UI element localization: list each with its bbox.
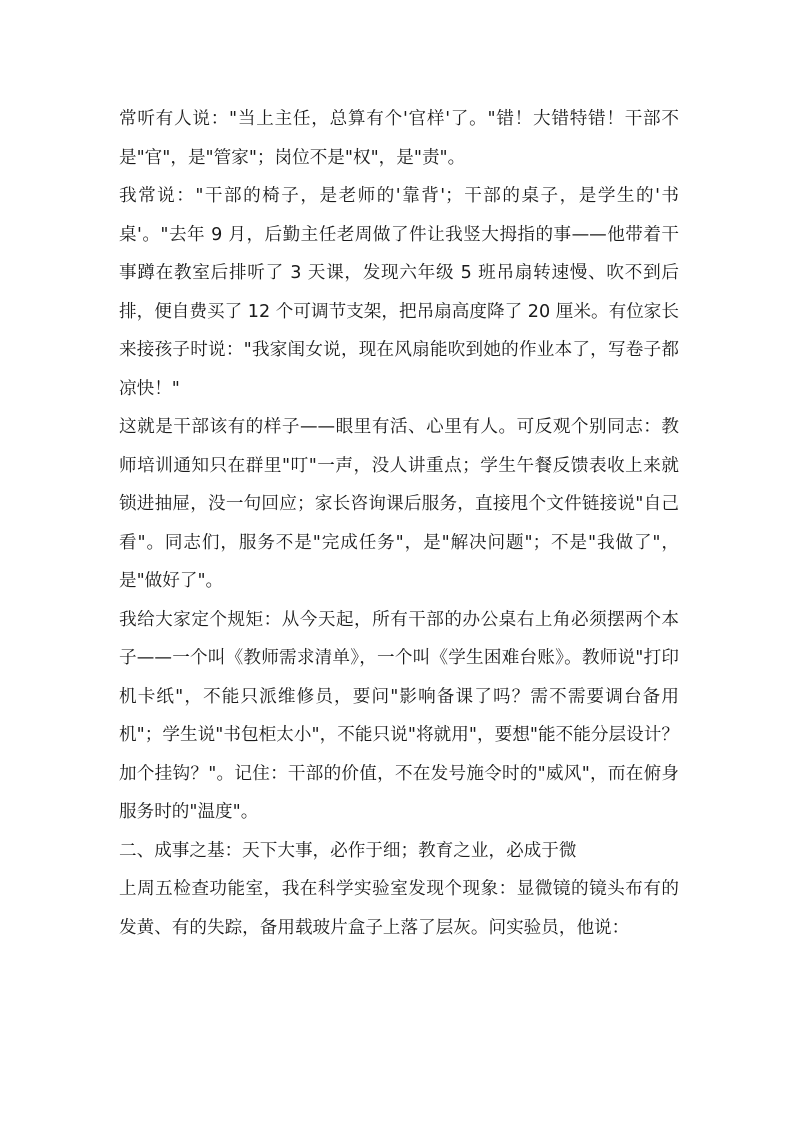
paragraph-2: 我常说："干部的椅子，是老师的'靠背'；干部的桌子，是学生的'书桌'。"去年 9 月，后勤主任老周做了件让我竖大拇指的事——他带着干事蹲在教室后排听了 3 天课，发现六年级 5 班吊扇转速慢、吹不到后排，便自费买了 12 个可调节支架，把吊扇高度降了 20 厘米。有位家长来接孩子时说："我家闺女说，现在风扇能吹到她的作业本了，写卷子都凉快！" (119, 186, 679, 399)
paragraph-3: 这就是干部该有的样子——眼里有活、心里有人。可反观个别同志：教师培训通知只在群里"叮"一声，没人讲重点；学生午餐反馈表收上来就锁进抽屉，没一句回应；家长咨询课后服务，直接甩个文件链接说"自己看"。同志们，服务不是"完成任务"，是"解决问题"；不是"我做了"，是"做好了"。 (119, 417, 679, 591)
paragraph-5: 上周五检查功能室，我在科学实验室发现个现象：显微镜的镜头布有的发黄、有的失踪，备用载玻片盒子上落了层灰。问实验员，他说： (119, 879, 679, 938)
section-heading: 二、成事之基：天下大事，必作于细；教育之业，必成于微 (119, 840, 577, 861)
paragraph-1: 常听有人说："当上主任，总算有个'官样'了。"错！大错特错！干部不是"官"，是"管家"；岗位不是"权"，是"责"。 (119, 109, 679, 168)
document-body (119, 100, 679, 947)
paragraph-4: 我给大家定个规矩：从今天起，所有干部的办公桌右上角必须摆两个本子——一个叫《教师需求清单》，一个叫《学生困难台账》。教师说"打印机卡纸"，不能只派维修员，要问"影响备课了吗？需不需要调台备用机"；学生说"书包柜太小"，不能只说"将就用"，要想"能不能分层设计？加个挂钩？"。记住：干部的价值，不在发号施令时的"威风"，而在俯身服务时的"温度"。 (119, 609, 679, 822)
